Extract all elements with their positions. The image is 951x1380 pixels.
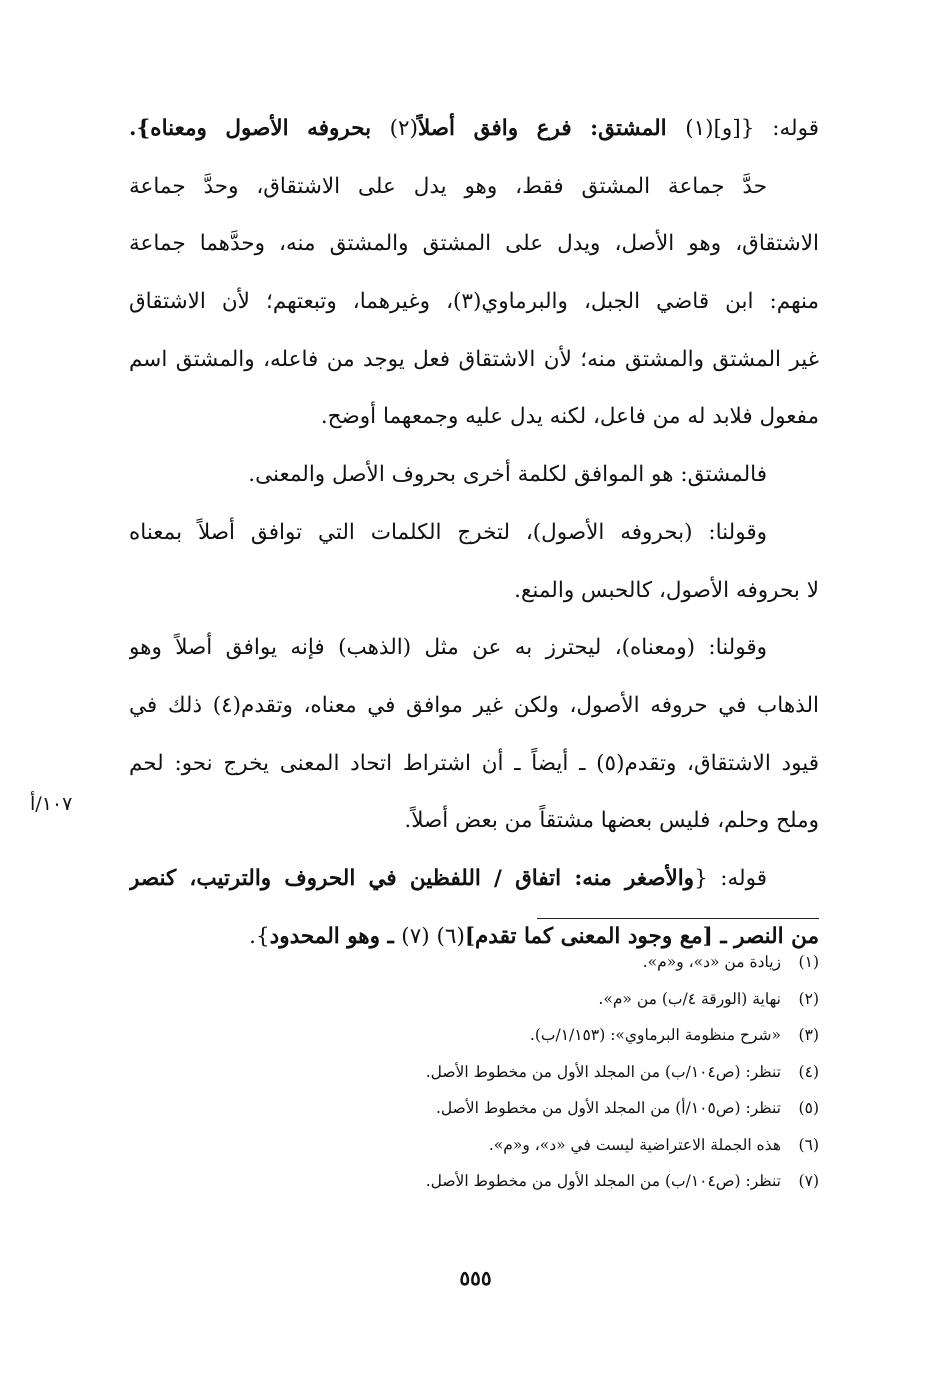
footnote bbox=[219, 1163, 819, 1200]
text-line bbox=[129, 619, 819, 677]
text-line bbox=[129, 158, 819, 216]
text-run: منهم: ابن قاضي الجبل، والبرماوي bbox=[481, 289, 819, 315]
footnotes bbox=[219, 944, 819, 1200]
text-line bbox=[129, 273, 819, 331]
text-line bbox=[129, 331, 819, 389]
footnote-number: (٧) bbox=[798, 1172, 819, 1190]
text-line bbox=[129, 388, 819, 446]
footnote-separator bbox=[537, 918, 819, 919]
footnote bbox=[219, 1017, 819, 1054]
footnote-marker: (١) bbox=[685, 116, 714, 141]
page-number: ٥٥٥ bbox=[459, 1266, 492, 1290]
text-run: ، وغيرهما، وتبعتهم؛ لأن الاشتقاق bbox=[129, 289, 454, 315]
text-run: حدَّ جماعة المشتق فقط، وهو يدل على الاشتقاق، وحدَّ جماعة bbox=[129, 173, 767, 199]
text-line bbox=[129, 735, 819, 793]
text-run: وقولنا: (ومعناه)، ليحترز به عن مثل (الذهب) فإنه يوافق أصلاً وهو bbox=[129, 635, 767, 661]
footnote-marker: (٥) bbox=[596, 750, 625, 776]
footnote bbox=[219, 1054, 819, 1091]
footnote bbox=[219, 944, 819, 981]
text-run: من النصر ـ [مع وجود المعنى كما تقدم] bbox=[464, 923, 819, 949]
footnote bbox=[219, 981, 819, 1018]
footnote-text: تنظر: (ص١٠٤/ب) من المجلد الأول من مخطوط الأصل. bbox=[425, 1062, 781, 1081]
text-line bbox=[129, 850, 819, 908]
text-line bbox=[129, 504, 819, 562]
main-text bbox=[129, 100, 819, 965]
footnote-text: «شرح منظومة البرماوي»: (١/١٥٣/ب). bbox=[529, 1026, 781, 1044]
text-run: ـ وهو المحدود bbox=[269, 923, 402, 949]
text-run: وملح وحلم، فليس بعضها مشتقاً من بعض أصلاً. bbox=[404, 808, 819, 834]
text-line bbox=[129, 677, 819, 735]
footnote-number: (٣) bbox=[798, 1026, 819, 1044]
footnote-marker: (٤) bbox=[212, 692, 242, 718]
footnote bbox=[219, 1127, 819, 1164]
text-run: قيود الاشتقاق، وتقدم bbox=[624, 750, 819, 776]
footnote-marker: (٦) (٧) bbox=[401, 923, 465, 949]
text-run: الاشتقاق، وهو الأصل، ويدل على المشتق والمشتق منه، وحدَّهما جماعة bbox=[129, 231, 819, 257]
footnote-number: (٢) bbox=[798, 989, 819, 1008]
text-run: فالمشتق: هو الموافق لكلمة أخرى بحروف الأصل والمعنى. bbox=[248, 462, 767, 488]
text-line bbox=[129, 792, 819, 850]
text-run: المشتق: فرع وافق أصلاً bbox=[417, 116, 686, 141]
footnote-number: (١) bbox=[798, 953, 819, 971]
text-run: }. bbox=[249, 923, 270, 949]
text-line bbox=[129, 215, 819, 273]
text-line bbox=[129, 446, 819, 504]
text-run: وقولنا: (بحروفه الأصول)، لتخرج الكلمات التي توافق أصلاً بمعناه bbox=[129, 519, 767, 545]
text-run: قوله: { bbox=[694, 865, 767, 891]
footnote-text: زيادة من «د»، و«م». bbox=[642, 953, 781, 971]
footnote bbox=[219, 1090, 819, 1127]
footnote-text: تنظر: (ص١٠٤/ب) من المجلد الأول من مخطوط الأصل. bbox=[425, 1172, 781, 1190]
footnote-text: نهاية (الورقة ٤/ب) من «م». bbox=[598, 989, 781, 1008]
text-run: قوله: {[و] bbox=[713, 116, 819, 141]
text-line bbox=[129, 100, 819, 158]
footnote-number: (٦) bbox=[798, 1135, 819, 1154]
footnote-text: تنظر: (ص١٠٥/أ) من المجلد الأول من مخطوط الأصل. bbox=[435, 1099, 781, 1117]
text-run: ـ أيضاً ـ أن اشتراط اتحاد المعنى يخرج نحو: لحم bbox=[129, 750, 597, 776]
text-run: بحروفه الأصول ومعناه}. bbox=[129, 116, 390, 141]
text-run: الذهاب في حروفه الأصول، ولكن غير موافق في معناه، وتقدم bbox=[241, 692, 819, 718]
text-run: ذلك في bbox=[129, 692, 213, 718]
footnote-number: (٤) bbox=[798, 1062, 819, 1081]
text-run: مفعول فلابد له من فاعل، لكنه يدل عليه وجمعهما أوضح. bbox=[320, 404, 819, 430]
text-run: والأصغر منه: اتفاق / اللفظين في الحروف والترتيب، كنصر bbox=[129, 865, 695, 891]
text-run: لا بحروفه الأصول، كالحبس والمنع. bbox=[514, 577, 819, 603]
footnote-marker: (٣) bbox=[453, 289, 482, 315]
footnote-number: (٥) bbox=[798, 1099, 819, 1117]
footnote-text: هذه الجملة الاعتراضية ليست في «د»، و«م». bbox=[488, 1135, 781, 1154]
footnote-marker: (٢) bbox=[389, 116, 418, 141]
manuscript-folio-marker: ١٠٧/أ bbox=[30, 793, 73, 815]
text-line bbox=[129, 562, 819, 620]
text-run: غير المشتق والمشتق منه؛ لأن الاشتقاق فعل يوجد من فاعله، والمشتق اسم bbox=[129, 346, 819, 372]
